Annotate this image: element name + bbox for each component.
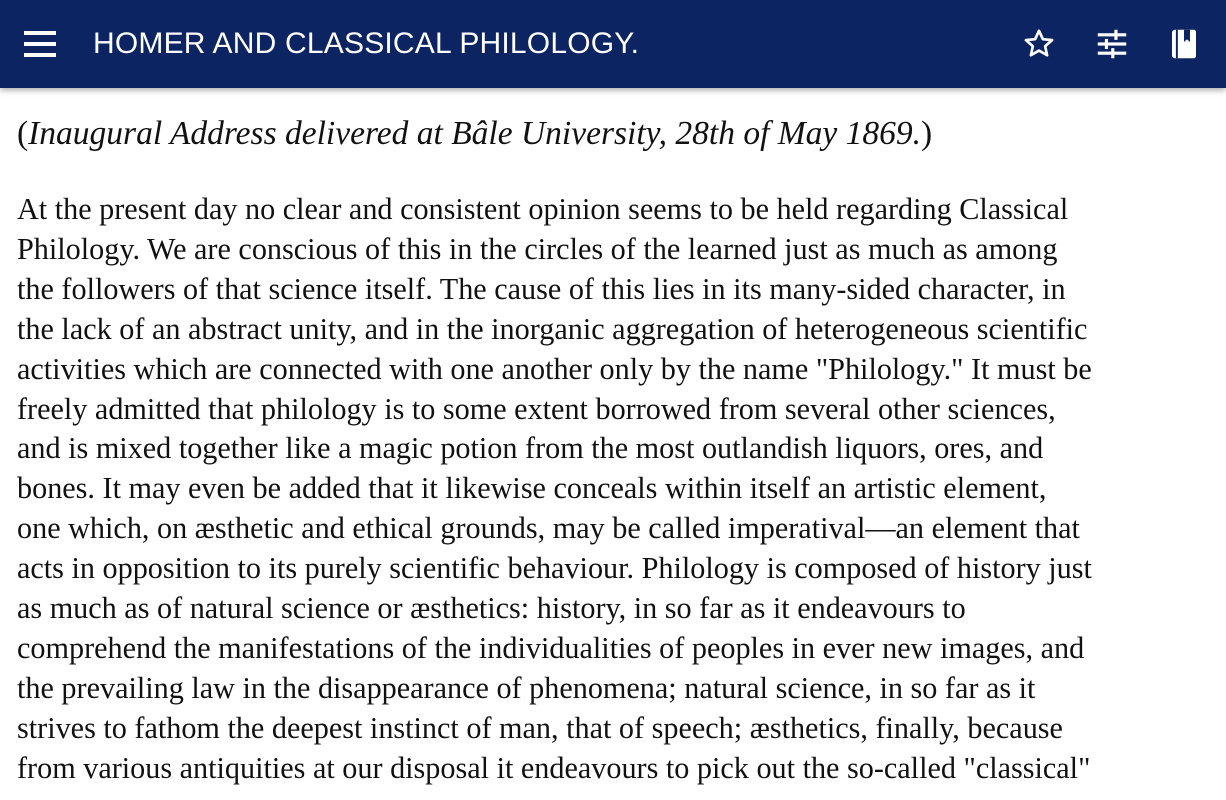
paragraph-line: comprehend the manifestations of the individualities of peoples in ever new images, and [17,630,1085,665]
contents-button[interactable] [1160,20,1208,68]
paragraph-line: acts in opposition to its purely scientific behaviour. Philology is composed of history just [17,551,1092,586]
paragraph-line: the lack of an abstract unity, and in the inorganic aggregation of heterogeneous scientific [17,311,1088,346]
body-paragraph [17,190,1217,789]
paragraph-line: Philology. We are conscious of this in the circles of the learned just as much as among [17,231,1058,266]
book-icon [1166,26,1202,62]
paragraph-line: bones. It may even be added that it likewise conceals within itself an artistic element, [17,471,1047,506]
chapter-subtitle: (Inaugural Address delivered at Bâle University, 28th of May 1869.) [17,115,933,152]
star-outline-icon [1021,26,1057,62]
reader-content [0,88,1226,800]
paragraph-line: the followers of that science itself. The cause of this lies in its many-sided character, in [17,271,1066,306]
app-bar-title: HOMER AND CLASSICAL PHILOLOGY. [93,27,640,60]
paragraph-line: the prevailing law in the disappearance of phenomena; natural science, in so far as it [17,670,1036,705]
paragraph-line: activities which are connected with one another only by the name "Philology." It must be [17,351,1092,386]
menu-button[interactable] [14,20,66,68]
paragraph-line: from various antiquities at our disposal it endeavours to pick out the so-called "classical" [17,750,1091,785]
sliders-icon [1093,25,1131,63]
paragraph-line: strives to fathom the deepest instinct of man, that of speech; æsthetics, finally, because [17,710,1063,745]
menu-icon [24,31,56,35]
paragraph-line: one which, on æsthetic and ethical grounds, may be called imperatival—an element that [17,511,1080,546]
app-bar [0,0,1226,88]
paragraph-line: as much as of natural science or æsthetics: history, in so far as it endeavours to [17,591,966,626]
settings-button[interactable] [1088,20,1136,68]
paragraph-line: and is mixed together like a magic potion from the most outlandish liquors, ores, and [17,431,1044,466]
paragraph-line: At the present day no clear and consistent opinion seems to be held regarding Classical [17,192,1069,226]
bookmark-button[interactable] [1015,20,1063,68]
subtitle-italic: Inaugural Address delivered at Bâle University, 28th of May 1869. [28,115,922,152]
paragraph-line: freely admitted that philology is to some extent borrowed from several other sciences, [17,391,1056,426]
